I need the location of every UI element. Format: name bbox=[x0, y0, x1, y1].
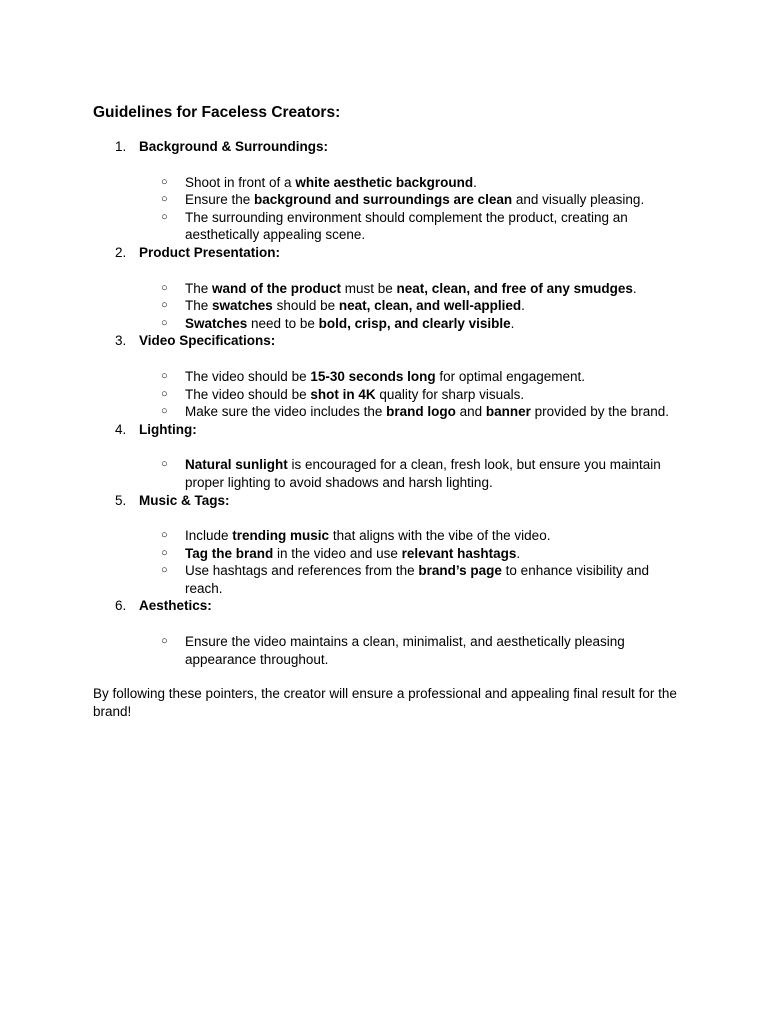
section-heading: Background & Surroundings: bbox=[139, 139, 328, 154]
hollow-circle-bullet-icon: ○ bbox=[161, 299, 168, 312]
body-text: for optimal engagement. bbox=[435, 368, 585, 384]
section-number: 5. bbox=[115, 492, 127, 508]
section-heading: Product Presentation: bbox=[139, 244, 281, 260]
document-page bbox=[93, 103, 683, 734]
guideline-section bbox=[93, 597, 683, 668]
body-text: . bbox=[521, 298, 525, 314]
bold-text: brand logo bbox=[386, 404, 456, 420]
list-item bbox=[139, 456, 683, 491]
document-title: Guidelines for Faceless Creators: bbox=[93, 104, 341, 121]
hollow-circle-bullet-icon: ○ bbox=[161, 210, 168, 223]
bold-text: neat, clean, and well-applied bbox=[338, 298, 522, 314]
list-item bbox=[139, 545, 683, 563]
bullet-list bbox=[139, 456, 683, 491]
body-text: . bbox=[473, 174, 477, 190]
list-item bbox=[139, 191, 683, 209]
body-text: need to be bbox=[247, 315, 319, 331]
list-item bbox=[139, 633, 683, 668]
list-item bbox=[139, 386, 683, 404]
list-item bbox=[139, 280, 683, 298]
body-text: to enhance visibility and reach. bbox=[185, 563, 650, 596]
body-text: The video should be bbox=[185, 368, 311, 384]
body-text: Include bbox=[185, 528, 233, 544]
bold-text: background and surroundings are clean bbox=[254, 192, 513, 208]
body-text: in the video and use bbox=[273, 545, 402, 561]
hollow-circle-bullet-icon: ○ bbox=[161, 529, 168, 542]
bullet-list bbox=[139, 174, 683, 244]
body-text: quality for sharp visuals. bbox=[375, 386, 525, 402]
list-item bbox=[139, 315, 683, 333]
body-text: Use hashtags and references from the bbox=[185, 563, 419, 579]
bold-text: 15-30 seconds long bbox=[310, 368, 436, 384]
body-text: provided by the brand. bbox=[530, 404, 670, 420]
bold-text: shot in 4K bbox=[310, 386, 376, 402]
guideline-section bbox=[93, 492, 683, 598]
list-item bbox=[139, 174, 683, 192]
body-text: that aligns with the vibe of the video. bbox=[329, 528, 551, 544]
section-number: 6. bbox=[115, 598, 127, 614]
section-heading: Video Specifications: bbox=[139, 333, 276, 349]
hollow-circle-bullet-icon: ○ bbox=[161, 193, 168, 206]
guideline-section bbox=[93, 138, 683, 244]
hollow-circle-bullet-icon: ○ bbox=[161, 564, 168, 577]
body-text: The bbox=[185, 298, 213, 314]
hollow-circle-bullet-icon: ○ bbox=[161, 281, 168, 294]
bold-text: relevant hashtags bbox=[401, 545, 517, 561]
closing-paragraph: By following these pointers, the creator will ensure a professional and appealing final result for the brand! bbox=[93, 686, 677, 719]
body-text: should be bbox=[272, 298, 339, 314]
guideline-section bbox=[93, 332, 683, 420]
body-text: is encouraged for a clean, fresh look, but ensure you maintain proper lighting to avoid shadows and harsh lighting. bbox=[185, 457, 661, 490]
body-text: must be bbox=[341, 280, 397, 296]
guideline-section bbox=[93, 421, 683, 492]
body-text: Make sure the video includes the bbox=[185, 404, 387, 420]
body-text: The bbox=[185, 280, 213, 296]
body-text: and visually pleasing. bbox=[512, 192, 645, 208]
bold-text: wand of the product bbox=[212, 280, 342, 296]
bold-text: Natural sunlight bbox=[185, 457, 288, 473]
body-text: Ensure the video maintains a clean, minimalist, and aesthetically pleasing appearance throughout. bbox=[185, 634, 625, 667]
body-text: . bbox=[632, 280, 637, 296]
section-number: 3. bbox=[115, 333, 127, 349]
bold-text: swatches bbox=[212, 298, 273, 314]
hollow-circle-bullet-icon: ○ bbox=[161, 546, 168, 559]
list-item bbox=[139, 368, 683, 386]
body-text: . bbox=[516, 545, 521, 561]
bold-text: banner bbox=[485, 404, 531, 420]
section-heading: Music & Tags: bbox=[139, 492, 230, 508]
bold-text: brand’s page bbox=[418, 563, 502, 579]
bold-text: neat, clean, and free of any smudges bbox=[396, 280, 633, 296]
bullet-list bbox=[139, 527, 683, 597]
list-item bbox=[139, 527, 683, 545]
bold-text: white aesthetic background bbox=[295, 174, 474, 190]
guidelines-list bbox=[93, 138, 683, 668]
bold-text: Tag the brand bbox=[185, 545, 274, 561]
hollow-circle-bullet-icon: ○ bbox=[161, 387, 168, 400]
hollow-circle-bullet-icon: ○ bbox=[161, 458, 168, 471]
body-text: The surrounding environment should complement the product, creating an aesthetically appealing scene. bbox=[185, 209, 628, 243]
bold-text: trending music bbox=[232, 528, 330, 544]
section-number: 2. bbox=[115, 244, 127, 260]
section-heading: Aesthetics: bbox=[139, 598, 212, 614]
bold-text: bold, crisp, and clearly visible bbox=[318, 315, 511, 331]
section-number: 1. bbox=[115, 139, 127, 154]
hollow-circle-bullet-icon: ○ bbox=[161, 635, 168, 648]
section-heading: Lighting: bbox=[139, 421, 197, 437]
hollow-circle-bullet-icon: ○ bbox=[161, 405, 168, 418]
list-item bbox=[139, 403, 683, 421]
list-item bbox=[139, 562, 683, 597]
body-text: . bbox=[510, 315, 515, 331]
list-item bbox=[139, 209, 683, 244]
body-text: Ensure the bbox=[185, 192, 255, 208]
bullet-list bbox=[139, 633, 683, 668]
hollow-circle-bullet-icon: ○ bbox=[161, 316, 168, 329]
body-text: Shoot in front of a bbox=[185, 174, 296, 190]
list-item bbox=[139, 297, 683, 315]
body-text: The video should be bbox=[185, 386, 311, 402]
section-number: 4. bbox=[115, 421, 127, 437]
hollow-circle-bullet-icon: ○ bbox=[161, 369, 168, 382]
body-text: and bbox=[455, 404, 486, 420]
bullet-list bbox=[139, 280, 683, 333]
hollow-circle-bullet-icon: ○ bbox=[161, 175, 168, 188]
bold-text: Swatches bbox=[185, 315, 248, 331]
bullet-list bbox=[139, 368, 683, 421]
guideline-section bbox=[93, 244, 683, 332]
